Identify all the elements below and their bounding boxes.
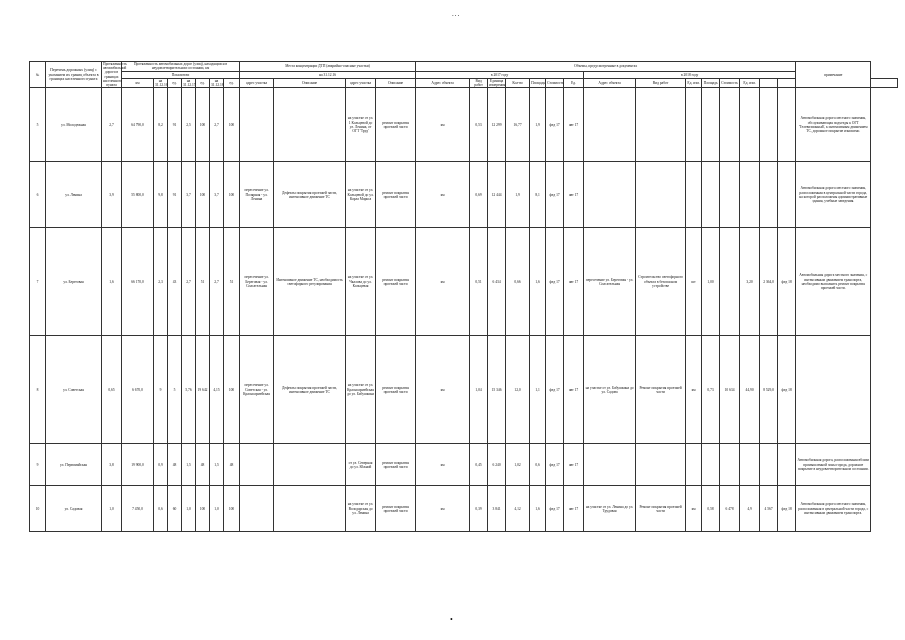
cell-v3: 48 (168, 444, 182, 486)
h-w: Стоимость (720, 78, 740, 88)
cell-note: Автомобильная дорога местного значения, обслуживающая подъезды к ОГТ 'Телевизионный', к интенсивным движением ТС, дорожное покрытие изношено. (796, 88, 871, 162)
cell-dtp_desc (274, 88, 346, 162)
cell-work2: Строительство светофорного объекта в безопасном устройстве (636, 228, 686, 336)
h-c: ед. (168, 78, 182, 88)
table-row (30, 88, 898, 162)
report-table (29, 61, 898, 532)
cell-stand: 1,1 (530, 336, 546, 444)
cell-no: 7 (30, 228, 46, 336)
cell-v6: 4,15 (210, 336, 224, 444)
cell-v3: 60 (168, 486, 182, 532)
cell-v4: 1,0 (182, 486, 196, 532)
cell-dtp (240, 486, 274, 532)
header-works: Объемы, предусмотренные в документах (416, 62, 796, 72)
h-e: ед. (196, 78, 210, 88)
cell-qty: 0,51 (470, 228, 488, 336)
cell-v7: 100 (224, 486, 240, 532)
cell-qty: 0,69 (470, 162, 488, 228)
page-mark: ... (452, 10, 461, 18)
cell-street: ул. Первомайская (46, 444, 102, 486)
cell-fed: фед 17 (546, 336, 564, 444)
cell-stand: 1,6 (530, 486, 546, 532)
cell-cost: 1,02 (506, 444, 530, 486)
cell-v3: 43 (168, 228, 182, 336)
cell-note: Автомобильная дорога, расположенная вблизи промышленной зоны города, дорожное покрытие в неудовлетворительном состоянии. (796, 444, 871, 486)
cell-a2: 10 634 (720, 336, 740, 444)
cell-area: 3 841 (488, 486, 506, 532)
cell-yr: авт 17 (564, 88, 584, 162)
cell-fed: фед 17 (546, 486, 564, 532)
cell-no: 9 (30, 444, 46, 486)
cell-work: ремонт покрытия проезжей части (376, 336, 416, 444)
cell-a2 (720, 228, 740, 336)
cell-yr: авт 17 (564, 228, 584, 336)
h-r: Ед. (564, 78, 584, 88)
cell-c2 (740, 88, 760, 162)
cell-dtp (240, 444, 274, 486)
cell-u2: км (686, 486, 702, 532)
h-m: Вид работ (470, 78, 488, 88)
cell-v5: 19 642 (196, 336, 210, 444)
cell-a2 (720, 162, 740, 228)
header-dtp: Места концентрации ДТП (аварийно-опасные участки) (240, 62, 416, 72)
cell-work2 (636, 162, 686, 228)
cell-yr: авт 17 (564, 444, 584, 486)
cell-v3: 91 (168, 88, 182, 162)
cell-a2: 6 478 (720, 486, 740, 532)
cell-v7: 100 (224, 162, 240, 228)
cell-no: 6 (30, 162, 46, 228)
cell-f2 (778, 88, 796, 162)
header-indicators: Показатели (122, 71, 240, 78)
header-street: Перечень дорожных (улиц) с указанием их границ объекта в границах населенного пункта (46, 62, 102, 88)
header-dtp-sub: на 31.12.16 (240, 71, 416, 78)
h-h: адрес участка (240, 78, 274, 88)
cell-street: ул. Ленина (46, 162, 102, 228)
cell-unit: км (416, 162, 470, 228)
table-row (30, 444, 898, 486)
cell-v7: 48 (224, 444, 240, 486)
cell-dtp_desc (274, 486, 346, 532)
cell-fed: фед 17 (546, 162, 564, 228)
cell-cost: 16,77 (506, 88, 530, 162)
cell-work2 (636, 444, 686, 486)
cell-f2: фед 18 (778, 486, 796, 532)
cell-stand: 0,6 (530, 444, 546, 486)
cell-v6: 2,7 (210, 88, 224, 162)
cell-v4: 3,7 (182, 162, 196, 228)
cell-yr: авт 17 (564, 486, 584, 532)
cell-obj2 (584, 444, 636, 486)
cell-area: 15 346 (488, 336, 506, 444)
cell-cost: 1,9 (506, 162, 530, 228)
cell-note: Автомобильная дорога местного значения, с интенсивным движением транспорта, необходимо выполнить ремонт покрытия проезжей части. (796, 228, 871, 336)
cell-v6: 1,5 (210, 444, 224, 486)
cell-c2 (740, 162, 760, 228)
header-category: Протяженность автомобильной дороги в границах населенного пункта (103, 62, 127, 88)
cell-v5: 100 (196, 486, 210, 532)
cell-fed: фед 17 (546, 228, 564, 336)
cell-work2 (636, 88, 686, 162)
cell-c2: 3,20 (740, 228, 760, 336)
cell-u2 (686, 88, 702, 162)
cell-len: 3,8 (102, 444, 122, 486)
cell-v1: 7 450,0 (122, 486, 154, 532)
cell-f2 (778, 162, 796, 228)
cell-qty: 0,39 (470, 486, 488, 532)
h-g: ед. (224, 78, 240, 88)
header-notes: примечание (796, 62, 871, 88)
h-k: Описание (376, 78, 416, 88)
cell-v5: 51 (196, 228, 210, 336)
cell-f2 (778, 444, 796, 486)
h-v: Площадь (702, 78, 720, 88)
h-f: на 31.12.18 (211, 78, 224, 87)
cell-v4: 1,5 (182, 444, 196, 486)
cell-v7: 100 (224, 88, 240, 162)
cell-v1: 64 790,0 (122, 88, 154, 162)
cell-qty: 0,53 (470, 88, 488, 162)
cell-q2: 0,73 (702, 336, 720, 444)
cell-v2: 8,2 (154, 88, 168, 162)
cell-f2: фед 18 (778, 336, 796, 444)
cell-q2: 0,58 (702, 486, 720, 532)
cell-q2 (702, 162, 720, 228)
cell-fed: фед 17 (546, 444, 564, 486)
cell-c2: 44,90 (740, 336, 760, 444)
cell-u2: шт (686, 228, 702, 336)
cell-v2: 0,6 (154, 486, 168, 532)
cell-obj: от ул. Северная до ул. Южной (346, 444, 376, 486)
cell-u2 (686, 162, 702, 228)
cell-v2: 9,8 (154, 162, 168, 228)
cell-yr: авт 17 (564, 336, 584, 444)
cell-v6: 3,7 (210, 162, 224, 228)
cell-street: ул. Советская (46, 336, 102, 444)
cell-cost: 0,66 (506, 228, 530, 336)
cell-area: 12 444 (488, 162, 506, 228)
cell-unit: км (416, 444, 470, 486)
cell-q2: 1,00 (702, 228, 720, 336)
cell-area: 12 299 (488, 88, 506, 162)
cell-fed: фед 17 (546, 88, 564, 162)
cell-stand: 1,6 (530, 228, 546, 336)
cell-s2: 8 529,0 (760, 336, 778, 444)
h-l: Адрес объекта (416, 78, 470, 88)
cell-v6: 2,7 (210, 228, 224, 336)
h-u: Ед. изм. (686, 78, 702, 88)
cell-area: 6 434 (488, 228, 506, 336)
cell-v2: 2,3 (154, 228, 168, 336)
cell-street: ул. Садовая (46, 486, 102, 532)
cell-note: Автомобильная дорога местного значения, расположенная в центральной части города, с интенсивным движением транспорта. (796, 486, 871, 532)
cell-cost: 4,12 (506, 486, 530, 532)
cell-s2 (760, 444, 778, 486)
cell-u2 (686, 444, 702, 486)
table-body (30, 88, 898, 532)
cell-f2: фед 18 (778, 228, 796, 336)
header-year-2017: в 2017 году (416, 71, 584, 78)
cell-c2: 4,9 (740, 486, 760, 532)
cell-dtp (240, 88, 274, 162)
table-row (30, 336, 898, 444)
table-row (30, 162, 898, 228)
h-d: на 31.12.17 (183, 78, 196, 87)
cell-work2: Ремонт покрытия проезжей части (636, 336, 686, 444)
cell-s2 (760, 162, 778, 228)
h-z (778, 78, 796, 88)
cell-v2: 0,9 (154, 444, 168, 486)
cell-work: ремонт покрытия проезжей части (376, 162, 416, 228)
cell-obj: на участке от ул. Кольцевой до ул. Карла Маркса (346, 162, 376, 228)
cell-work: ремонт покрытия проезжей части (376, 486, 416, 532)
cell-unit: км (416, 88, 470, 162)
cell-work: ремонт покрытия проезжей части (376, 228, 416, 336)
cell-cost: 12,0 (506, 336, 530, 444)
cell-v3: 91 (168, 162, 182, 228)
cell-street: ул. Молодежная (46, 88, 102, 162)
cell-len: 3,9 (102, 162, 122, 228)
cell-c2 (740, 444, 760, 486)
h-y (760, 78, 778, 88)
h-s: Адрес объекта (584, 78, 636, 88)
cell-obj2 (584, 162, 636, 228)
cell-a2 (720, 88, 740, 162)
cell-a2 (720, 444, 740, 486)
cell-s2: 4 567 (760, 486, 778, 532)
cell-qty: 1,04 (470, 336, 488, 444)
h-i: Описание (274, 78, 346, 88)
cell-dtp_desc: Интенсивное движение ТС, необходимость светофорного регулирования (274, 228, 346, 336)
h-x: Ед. изм. (740, 78, 760, 88)
cell-yr: авт 17 (564, 162, 584, 228)
bottom-mark: • (450, 615, 453, 624)
cell-unit: км (416, 486, 470, 532)
cell-work: ремонт покрытия проезжей части (376, 444, 416, 486)
cell-no: 8 (30, 336, 46, 444)
cell-v5: 100 (196, 162, 210, 228)
cell-note: Автомобильная дорога местного значения, расположенная в центральной части города, на которой расположены административные здания, учебные заведения. (796, 162, 871, 228)
h-aa (871, 78, 898, 88)
cell-v4: 2,7 (182, 228, 196, 336)
header-year-2018: в 2018 году (584, 71, 796, 78)
cell-dtp: пересечение ул. Береговая - ул. Спасательная (240, 228, 274, 336)
cell-s2: 2 364,0 (760, 228, 778, 336)
header-number: № (30, 62, 46, 88)
cell-stand: 8,1 (530, 162, 546, 228)
cell-obj2: на участке от ул. Бабушкина до ул. Садова (584, 336, 636, 444)
cell-qty: 0,45 (470, 444, 488, 486)
table-row (30, 486, 898, 532)
h-b: на 31.12.16 (155, 78, 168, 87)
cell-work: ремонт покрытия проезжей части (376, 88, 416, 162)
h-j: адрес участка (346, 78, 376, 88)
h-q: Стоимость (546, 78, 564, 88)
cell-len: 2,7 (102, 88, 122, 162)
cell-obj: на участке от ул. Чкалова до ул. Кольцевая (346, 228, 376, 336)
cell-v5: 100 (196, 88, 210, 162)
cell-obj2 (584, 88, 636, 162)
cell-q2 (702, 444, 720, 486)
cell-v1: 55 800,0 (122, 162, 154, 228)
cell-street: ул. Береговая (46, 228, 102, 336)
cell-v1: 6 670,0 (122, 336, 154, 444)
cell-dtp_desc: Дефекты покрытия проезжей части, интенсивное движение ТС (274, 162, 346, 228)
cell-q2 (702, 88, 720, 162)
cell-dtp_desc (274, 444, 346, 486)
cell-unit: км (416, 336, 470, 444)
cell-v7: 51 (224, 228, 240, 336)
cell-obj: на участке от ул. 1 Кольцевой до ул. Ленина, от ОГТ 'Труд' (346, 88, 376, 162)
cell-v4: 5,76 (182, 336, 196, 444)
cell-no: 10 (30, 486, 46, 532)
cell-dtp_desc: Дефекты покрытия проезжей части, интенсивное движение ТС (274, 336, 346, 444)
cell-s2 (760, 88, 778, 162)
cell-area: 6 240 (488, 444, 506, 486)
h-a: км (122, 78, 154, 88)
cell-u2: км (686, 336, 702, 444)
header-length-group: Протяженность автомобильных дорог (улиц), находящихся в неудовлетворительном состоянии, км (122, 62, 240, 72)
cell-len: 0,65 (102, 336, 122, 444)
cell-no: 5 (30, 88, 46, 162)
cell-unit: км (416, 228, 470, 336)
h-n: Единица измерения (489, 78, 506, 87)
cell-v6: 1,0 (210, 486, 224, 532)
cell-len: 1,0 (102, 486, 122, 532)
cell-work2: Ремонт покрытия проезжей части (636, 486, 686, 532)
cell-dtp: пересечение ул. Полярная - ул. Ленина (240, 162, 274, 228)
h-o: Кол-во (506, 78, 530, 88)
cell-v2: 9 (154, 336, 168, 444)
cell-obj2: пересечение ул. Береговая - ул. Спасательная (584, 228, 636, 336)
cell-obj2: на участке от ул. Ленина до ул. Трудовая (584, 486, 636, 532)
cell-stand: 1,9 (530, 88, 546, 162)
cell-v7: 100 (224, 336, 240, 444)
cell-obj: на участке от ул. Володарская до ул. Ленина (346, 486, 376, 532)
cell-dtp: пересечение ул. Советская - ул. Красноармейская (240, 336, 274, 444)
cell-v3: 5 (168, 336, 182, 444)
cell-v1: 66 170,0 (122, 228, 154, 336)
h-p: Площадь (530, 78, 546, 88)
cell-obj: на участке от ул. Красноармейская до ул. Бабушкина (346, 336, 376, 444)
cell-len: 1,6 (102, 228, 122, 336)
cell-v5: 48 (196, 444, 210, 486)
cell-v1: 19 900,0 (122, 444, 154, 486)
cell-v4: 2,5 (182, 88, 196, 162)
cell-note (796, 336, 871, 444)
table-row (30, 228, 898, 336)
h-t: Вид работ (636, 78, 686, 88)
